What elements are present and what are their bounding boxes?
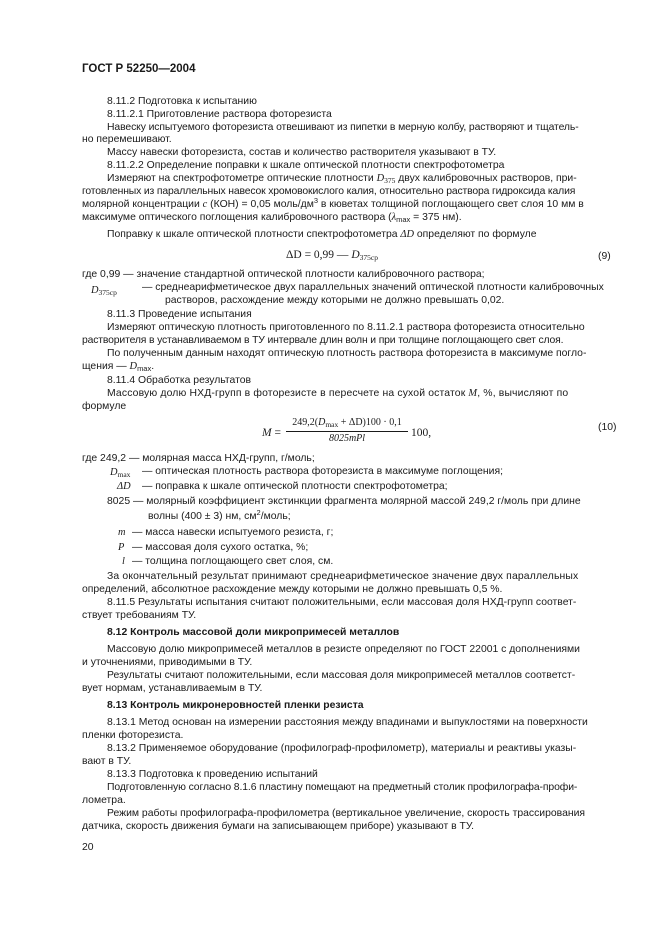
text-line: 8.11.2.2 Определение поправки к шкале оптической плотности спектрофотометра (107, 160, 505, 171)
text-line: определений, абсолютное расхождение между которыми не должно превышать 0,5 %. (82, 584, 503, 595)
text-line: растворителя в устанавливаемом в ТУ интервале длин волн и при толщине поглощающего свет слоя. (82, 335, 564, 346)
text-line: 8025 — молярный коэффициент экстинкции фрагмента молярной массой 249,2 г/моль при длине (107, 496, 581, 507)
text-line: P (118, 542, 125, 553)
text-line: 8.11.4 Обработка результатов (107, 375, 252, 386)
text-line: Массу навески фоторезиста, состав и количество растворителя указывают в ТУ. (107, 147, 497, 158)
text-line: готовленных из параллельных навесок хромовокислого калия, относительно раствора гидроксида калия (82, 186, 576, 197)
formula-10-lhs: M = (262, 427, 281, 439)
text-line: Измеряют на спектрофотометре оптические плотности $D_{375}$ двух калибровочных растворов, при- (107, 173, 577, 185)
text-line: молярной концентрации c (КОН) = 0,05 моль/$дм^3$ в кюветах толщиной поглощающего свет слоя 10 мм в (82, 196, 584, 210)
text-line: волны (400 ± 3) нм, $см^2$/моль; (148, 508, 291, 522)
text-line: вует нормам, устанавливаемым в ТУ. (82, 683, 263, 694)
text-line: $D_{max}$ (110, 467, 131, 479)
text-line: — среднеарифметическое двух параллельных значений оптической плотности калибровочных (142, 282, 604, 293)
text-line: Поправку к шкале оптической плотности спектрофотометра ΔD определяют по формуле (107, 229, 537, 240)
text-line: где 0,99 — значение стандартной оптической плотности калибровочного раствора; (82, 269, 485, 280)
formula-9: ΔD = 0,99 — $D_{375ср}$ (286, 249, 378, 262)
text-line: но перемешивают. (82, 134, 172, 145)
formula-10-numerator: $249,2(D_{max} + \Delta D)100 \cdot 0,1$ (292, 417, 402, 429)
text-line: По полученным данным находят оптическую плотность раствора фоторезиста в максимуме погло- (107, 348, 587, 359)
text-line: За окончательный результат принимают среднеарифметическое значение двух параллельных (107, 571, 579, 582)
text-line: Измеряют оптическую плотность приготовленного по 8.11.2.1 раствора фоторезиста относительно (107, 322, 585, 333)
text-line: Результаты считают положительными, если массовая доля микропримесей металлов соответст- (107, 670, 576, 681)
text-line: 8.13.3 Подготовка к проведению испытаний (107, 769, 318, 780)
section-heading: 8.12 Контроль массовой доли микропримесей металлов (107, 627, 400, 638)
text-line: Массовую долю НХД-групп в фоторезисте в пересчете на сухой остаток M, %, вычисляют по (107, 388, 569, 399)
text-line: — толщина поглощающего свет слоя, см. (132, 556, 334, 567)
text-line: где 249,2 — молярная масса НХД-групп, г/моль; (82, 453, 315, 464)
text-line: щения — $D_{max}$. (82, 361, 155, 373)
text-line: пленки фоторезиста. (82, 730, 184, 741)
text-line: Режим работы профилографа-профилометра (вертикальное увеличение, скорость трассирования (107, 808, 586, 819)
text-line: максимуме оптического поглощения калибровочного раствора ($\lambda_{max} = 375$ нм). (82, 212, 462, 224)
text-line: и уточнениями, приводимыми в ТУ. (82, 657, 253, 668)
text-line: 8.11.3 Проведение испытания (107, 309, 252, 320)
text-line: лометра. (82, 795, 126, 806)
text-line: 8.11.5 Результаты испытания считают положительными, если массовая доля НХД-групп соответ- (107, 597, 577, 608)
text-line: — поправка к шкале оптической плотности спектрофотометра; (142, 481, 448, 492)
text-line: 8.11.2.1 Приготовление раствора фоторезиста (107, 109, 332, 120)
text-line: ствует требованиям ТУ. (82, 610, 197, 621)
page-number: 20 (82, 842, 94, 853)
text-line: — оптическая плотность раствора фоторезиста в максимуме поглощения; (142, 466, 503, 477)
text-line: Навеску испытуемого фоторезиста отвешивают из пипетки в мерную колбу, растворяют и тщатель- (107, 122, 579, 133)
text-line: l (122, 556, 125, 567)
text-line: вают в ТУ. (82, 756, 132, 767)
formula-10-denominator: 8025mPl (328, 433, 366, 444)
text-line: Массовую долю микропримесей металлов в резисте определяют по ГОСТ 22001 с дополнениями (107, 644, 580, 655)
text-line: 8.13.1 Метод основан на измерении расстояния между впадинами и выпуклостями на поверхности (107, 717, 588, 728)
text-line: ΔD (117, 481, 131, 492)
section-heading: 8.13 Контроль микронеровностей пленки резиста (107, 700, 364, 711)
text-line: растворов, расхождение между которыми не должно превышать 0,02. (165, 295, 505, 306)
text-line: формуле (82, 401, 127, 412)
text-line: — массовая доля сухого остатка, %; (132, 542, 309, 553)
text-line: 8.11.2 Подготовка к испытанию (107, 96, 257, 107)
text-line: 8.13.2 Применяемое оборудование (профилограф-профилометр), материалы и реактивы указы- (107, 743, 577, 754)
text-line: $D_{375ср}$ (91, 285, 117, 297)
fraction-line (286, 431, 408, 432)
formula-number: (9) (598, 251, 611, 262)
formula-10-tail: 100, (411, 427, 432, 439)
formula-number: (10) (598, 422, 617, 433)
text-line: Подготовленную согласно 8.1.6 пластину помещают на предметный столик профилографа-профи- (107, 782, 578, 793)
text-line: — масса навески испытуемого резиста, г; (132, 527, 334, 538)
text-line: m (118, 527, 126, 538)
text-line: датчика, скорость движения бумаги на записывающем приборе) указывают в ТУ. (82, 821, 474, 832)
document-header: ГОСТ Р 52250—2004 (82, 63, 196, 75)
